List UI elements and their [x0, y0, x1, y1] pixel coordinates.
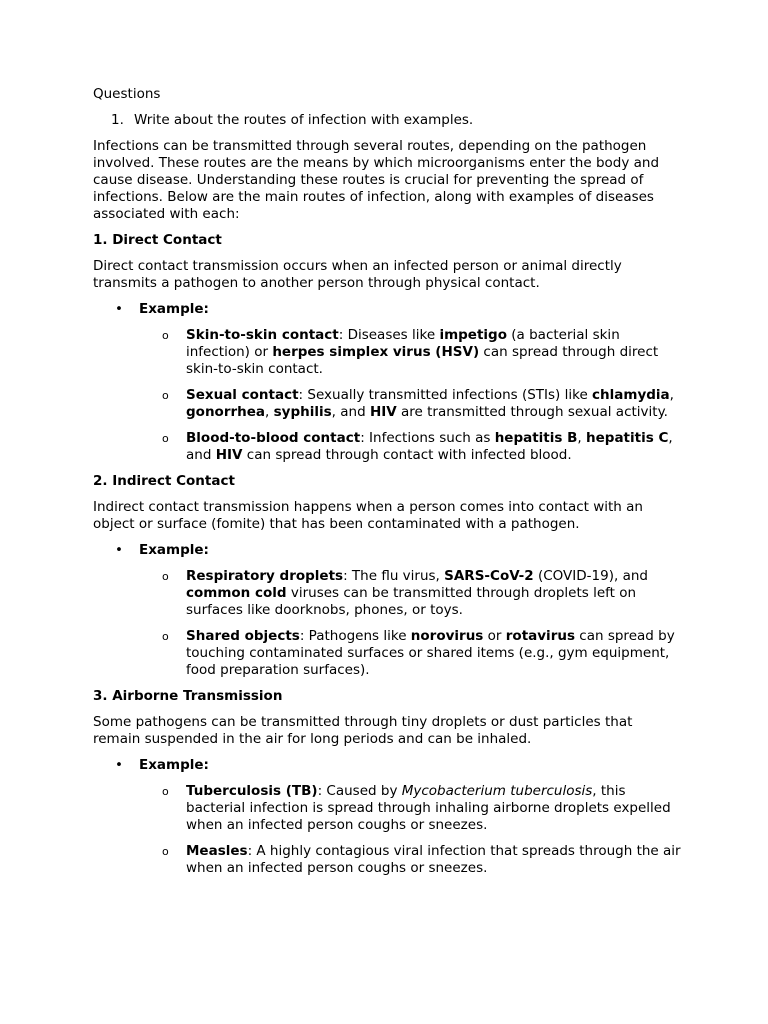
disease-name: hepatitis B — [494, 430, 578, 446]
question-number: 1. — [111, 112, 124, 128]
section-description: Some pathogens can be transmitted through tiny droplets or dust particles that remain suspended in the air for long periods and can be inhaled. — [93, 714, 633, 747]
section-description: Direct contact transmission occurs when an infected person or animal directly transmits a pathogen to another person through physical contact. — [93, 258, 622, 291]
disease-name: common cold — [186, 585, 287, 601]
disease-name: herpes simplex virus (HSV) — [272, 344, 480, 360]
page-heading: Questions — [93, 86, 161, 102]
example-text: , — [669, 387, 674, 403]
sub-bullet-icon: o — [162, 389, 169, 402]
disease-name: hepatitis C — [586, 430, 669, 446]
example-text: , this bacterial infection is spread through inhaling airborne droplets expelled when an infected person coughs or sneezes. — [186, 783, 671, 833]
example-term: Skin-to-skin contact — [186, 327, 339, 343]
question-text: Write about the routes of infection with examples. — [134, 112, 474, 128]
example-text: : Caused by — [317, 783, 402, 799]
example-label: Example: — [139, 757, 209, 773]
disease-name: HIV — [215, 447, 243, 463]
bullet-icon: • — [115, 757, 123, 773]
example-item — [93, 843, 683, 877]
sub-bullet-icon: o — [162, 785, 169, 798]
bullet-icon: • — [115, 301, 123, 317]
example-term: Blood-to-blood contact — [186, 430, 361, 446]
document-page — [93, 86, 683, 886]
example-text: (a bacterial skin infection) or — [186, 327, 620, 360]
sub-bullet-icon: o — [162, 329, 169, 342]
section-title-direct-contact: 1. Direct Contact — [93, 232, 222, 248]
example-bullet — [93, 301, 683, 318]
example-text: can spread through direct skin-to-skin contact. — [186, 344, 659, 377]
example-text: : The flu virus, — [343, 568, 445, 584]
disease-name: HIV — [369, 404, 397, 420]
example-text: , — [577, 430, 587, 446]
intro-paragraph: Infections can be transmitted through several routes, depending on the pathogen involved. These routes are the means by which microorganisms enter the body and cause disease. Understanding these routes is crucial for preventing the spread of infections. Below are the main routes of infection, along with examples of diseases associated with each: — [93, 138, 660, 222]
example-item — [93, 430, 683, 464]
bullet-icon: • — [115, 542, 123, 558]
example-text: can spread through contact with infected blood. — [242, 447, 572, 463]
example-text: : Sexually transmitted infections (STIs) like — [298, 387, 593, 403]
sub-bullet-icon: o — [162, 570, 169, 583]
example-label: Example: — [139, 301, 209, 317]
disease-name: impetigo — [439, 327, 507, 343]
example-text: : Infections such as — [360, 430, 495, 446]
example-term: Respiratory droplets — [186, 568, 344, 584]
example-text: or — [483, 628, 506, 644]
example-term: Tuberculosis (TB) — [186, 783, 318, 799]
example-text: , and — [331, 404, 370, 420]
section-title-indirect-contact: 2. Indirect Contact — [93, 473, 235, 489]
example-text: , and — [186, 430, 673, 463]
example-item — [93, 783, 683, 834]
disease-name: rotavirus — [505, 628, 575, 644]
disease-name: syphilis — [273, 404, 332, 420]
example-term: Sexual contact — [186, 387, 299, 403]
example-text: , — [265, 404, 274, 420]
disease-name: norovirus — [410, 628, 484, 644]
example-bullet — [93, 757, 683, 774]
pathogen-name: Mycobacterium tuberculosis — [401, 783, 593, 799]
example-text: (COVID-19), and — [533, 568, 648, 584]
question-item — [93, 112, 683, 129]
example-term: Measles — [186, 843, 248, 859]
example-item — [93, 568, 683, 619]
example-item — [93, 628, 683, 679]
example-bullet — [93, 542, 683, 559]
example-item — [93, 327, 683, 378]
example-text: : Diseases like — [338, 327, 440, 343]
example-item — [93, 387, 683, 421]
section-title-airborne-transmission: 3. Airborne Transmission — [93, 688, 283, 704]
example-text: : A highly contagious viral infection that spreads through the air when an infected person coughs or sneezes. — [186, 843, 681, 876]
example-text: : Pathogens like — [299, 628, 411, 644]
sub-bullet-icon: o — [162, 432, 169, 445]
example-text: are transmitted through sexual activity. — [396, 404, 668, 420]
disease-name: gonorrhea — [186, 404, 266, 420]
example-term: Shared objects — [186, 628, 300, 644]
sub-bullet-icon: o — [162, 630, 169, 643]
disease-name: chlamydia — [592, 387, 670, 403]
section-description: Indirect contact transmission happens when a person comes into contact with an object or surface (fomite) that has been contaminated with a pathogen. — [93, 499, 643, 532]
example-text: can spread by touching contaminated surfaces or shared items (e.g., gym equipment, food preparation surfaces). — [186, 628, 675, 678]
disease-name: SARS-CoV-2 — [444, 568, 534, 584]
example-text: viruses can be transmitted through droplets left on surfaces like doorknobs, phones, or toys. — [186, 585, 637, 618]
example-label: Example: — [139, 542, 209, 558]
sub-bullet-icon: o — [162, 845, 169, 858]
